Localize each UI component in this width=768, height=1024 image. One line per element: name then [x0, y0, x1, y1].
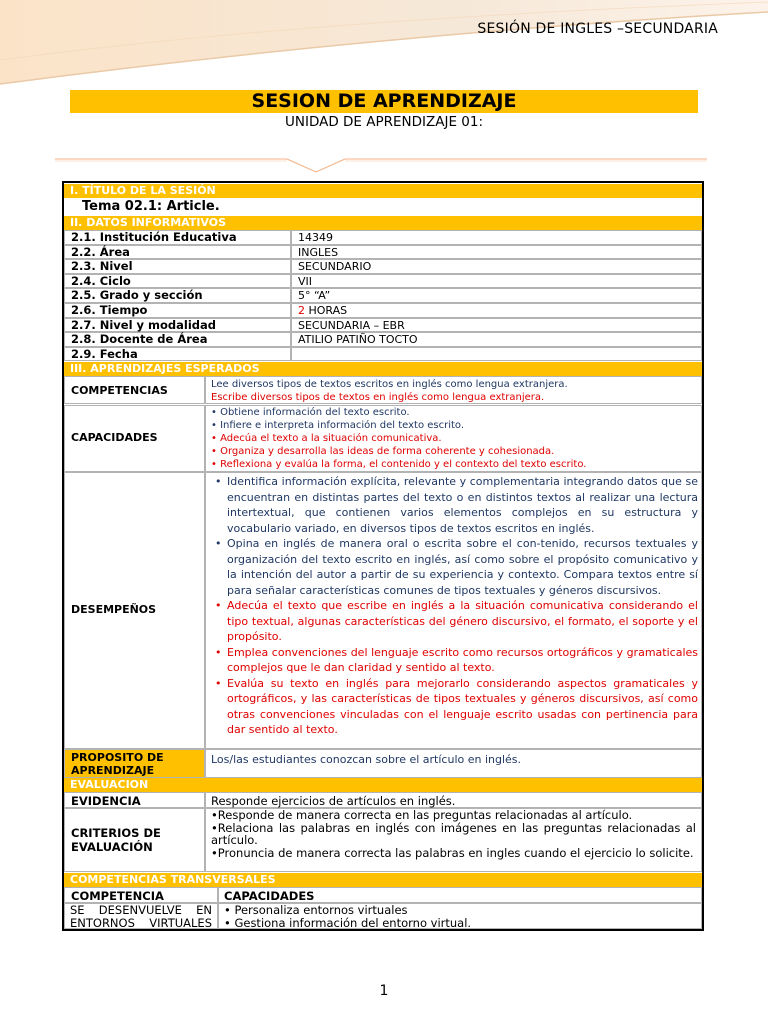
- datos-row-label: 2.2. Área: [64, 245, 291, 260]
- datos-row-text: 14349: [298, 231, 333, 244]
- section-aprendizajes-header: III. APRENDIZAJES ESPERADOS: [64, 362, 702, 376]
- transversal-capacidades-header: CAPACIDADES: [218, 887, 702, 903]
- criterio-item: •Responde de manera correcta en las preguntas relacionadas al artículo.: [211, 808, 633, 822]
- datos-row-value: [291, 347, 702, 362]
- datos-row-text: SECUNDARIA – EBR: [298, 318, 405, 332]
- datos-row-label: 2.9. Fecha: [64, 347, 291, 362]
- section-title-header: I. TÍTULO DE LA SESIÓN: [64, 184, 702, 198]
- transversal-competencia-value: SE DESENVUELVE EN ENTORNOS VIRTUALES: [64, 903, 218, 929]
- page-title: SESION DE APRENDIZAJE: [70, 90, 698, 113]
- datos-row-text: SECUNDARIO: [298, 260, 372, 274]
- capacidad-item: • Obtiene información del texto escrito.: [211, 407, 410, 418]
- datos-row-text: ATILIO PATIÑO TOCTO: [298, 333, 418, 347]
- datos-row-label: 2.3. Nivel: [64, 259, 291, 274]
- datos-row-value: [291, 318, 702, 333]
- decorative-divider: [55, 154, 707, 174]
- transversal-capacidades-value: [218, 903, 702, 929]
- datos-row-text: INGLES: [298, 245, 339, 259]
- evidencia-label: EVIDENCIA: [64, 792, 205, 808]
- desempeno-item: • Evalúa su texto en inglés para mejorarlo considerando aspectos gramaticales y ortográficos, y las características de tipos textuales y géneros discursivos, así como otras convenciones vinculadas con el lenguaje escrito usadas con pertinencia para dar sentido al texto.: [209, 676, 698, 738]
- datos-row-label: 2.6. Tiempo: [64, 303, 291, 318]
- capacidad-item: • Reflexiona y evalúa la forma, el contenido y el contexto del texto escrito.: [211, 459, 587, 470]
- competencias-label: COMPETENCIAS: [64, 376, 205, 404]
- criterio-item: •Relaciona las palabras en inglés con imágenes en las preguntas relacionadas al artículo.: [211, 820, 696, 847]
- header-title: SESIÓN DE INGLES –SECUNDARIA: [477, 21, 718, 37]
- datos-row-value: [291, 332, 702, 347]
- datos-row-label: 2.7. Nivel y modalidad: [64, 318, 291, 333]
- capacidad-item: • Organiza y desarrolla las ideas de forma coherente y cohesionada.: [211, 446, 555, 457]
- desempenos-value: [205, 472, 702, 749]
- unit-subtitle: UNIDAD DE APRENDIZAJE 01:: [284, 114, 484, 130]
- proposito-label: PROPOSITO DE APRENDIZAJE: [64, 749, 205, 778]
- criterios-value: [205, 808, 702, 872]
- datos-row-text: VII: [298, 274, 313, 288]
- datos-row-text: HORAS: [305, 304, 348, 317]
- tiempo-number: 2: [298, 304, 305, 317]
- transversal-capacidad-item: • Gestiona información del entorno virtual.: [224, 916, 472, 930]
- section-transversales-header: COMPETENCIAS TRANSVERSALES: [64, 873, 702, 887]
- capacidades-label: CAPACIDADES: [64, 405, 205, 472]
- desempeno-item: • Adecúa el texto que escribe en inglés a la situación comunicativa considerando el tipo textual, algunas características del género discursivo, el formato, el soporte y el propósito.: [209, 598, 698, 645]
- evidencia-value: Responde ejercicios de artículos en inglés.: [205, 792, 702, 808]
- datos-row-label: 2.8. Docente de Área: [64, 332, 291, 347]
- session-topic: Tema 02.1: Article.: [82, 199, 220, 214]
- proposito-value: Los/las estudiantes conozcan sobre el artículo en inglés.: [205, 749, 702, 778]
- desempeno-item: • Emplea convenciones del lenguaje escrito como recursos ortográficos y gramaticales complejos que le dan claridad y sentido al texto.: [209, 645, 698, 676]
- datos-row-value: [291, 288, 702, 303]
- competencia-lee: Lee diversos tipos de textos escritos en inglés como lengua extranjera.: [211, 379, 568, 390]
- datos-row-value: [291, 230, 702, 245]
- competencia-escribe: Escribe diversos tipos de textos en inglés como lengua extranjera.: [211, 392, 545, 403]
- datos-row-value: [291, 274, 702, 289]
- capacidad-item: • Adecúa el texto a la situación comunicativa.: [211, 433, 442, 444]
- datos-row-value: [291, 303, 702, 318]
- datos-row-value: [291, 245, 702, 260]
- datos-row-label: 2.4. Ciclo: [64, 274, 291, 289]
- capacidades-value: [205, 405, 702, 472]
- page-number: 1: [379, 983, 389, 999]
- transversal-competencia-header: COMPETENCIA: [64, 887, 218, 903]
- criterio-item: •Pronuncia de manera correcta las palabras en ingles cuando el ejercicio lo solicite.: [211, 845, 694, 860]
- header-band: [0, 0, 768, 86]
- capacidad-item: • Infiere e interpreta información del texto escrito.: [211, 420, 465, 431]
- datos-row-value: [291, 259, 702, 274]
- datos-row-label: 2.5. Grado y sección: [64, 288, 291, 303]
- transversal-capacidad-item: • Personaliza entornos virtuales: [224, 903, 408, 917]
- competencias-value: [205, 376, 702, 404]
- criterios-label: CRITERIOS DE EVALUACIÓN: [64, 808, 205, 872]
- desempeno-item: • Identifica información explícita, relevante y complementaria integrando datos que se encuentran en distintas partes del texto o en distintos textos al realizar una lectura intertextual, que contienen varios elementos complejos en su estructura y vocabulario variado, en diversos tipos de textos escritos en inglés.: [209, 474, 698, 536]
- section-evaluacion-header: EVALUACION: [64, 778, 702, 792]
- datos-row-text: 5° “A”: [298, 289, 331, 303]
- desempenos-label: DESEMPEÑOS: [64, 472, 205, 749]
- section-datos-header: II. DATOS INFORMATIVOS: [64, 216, 702, 230]
- desempeno-item: • Opina en inglés de manera oral o escrita sobre el con-tenido, recursos textuales y organización del texto escrito en inglés, así como sobre el propósito comunicativo y la intención del autor a partir de su experiencia y contexto. Compara textos entre sí para señalar características comunes de tipos textuales y géneros discursivos.: [209, 536, 698, 598]
- datos-row-label: 2.1. Institución Educativa: [64, 230, 291, 245]
